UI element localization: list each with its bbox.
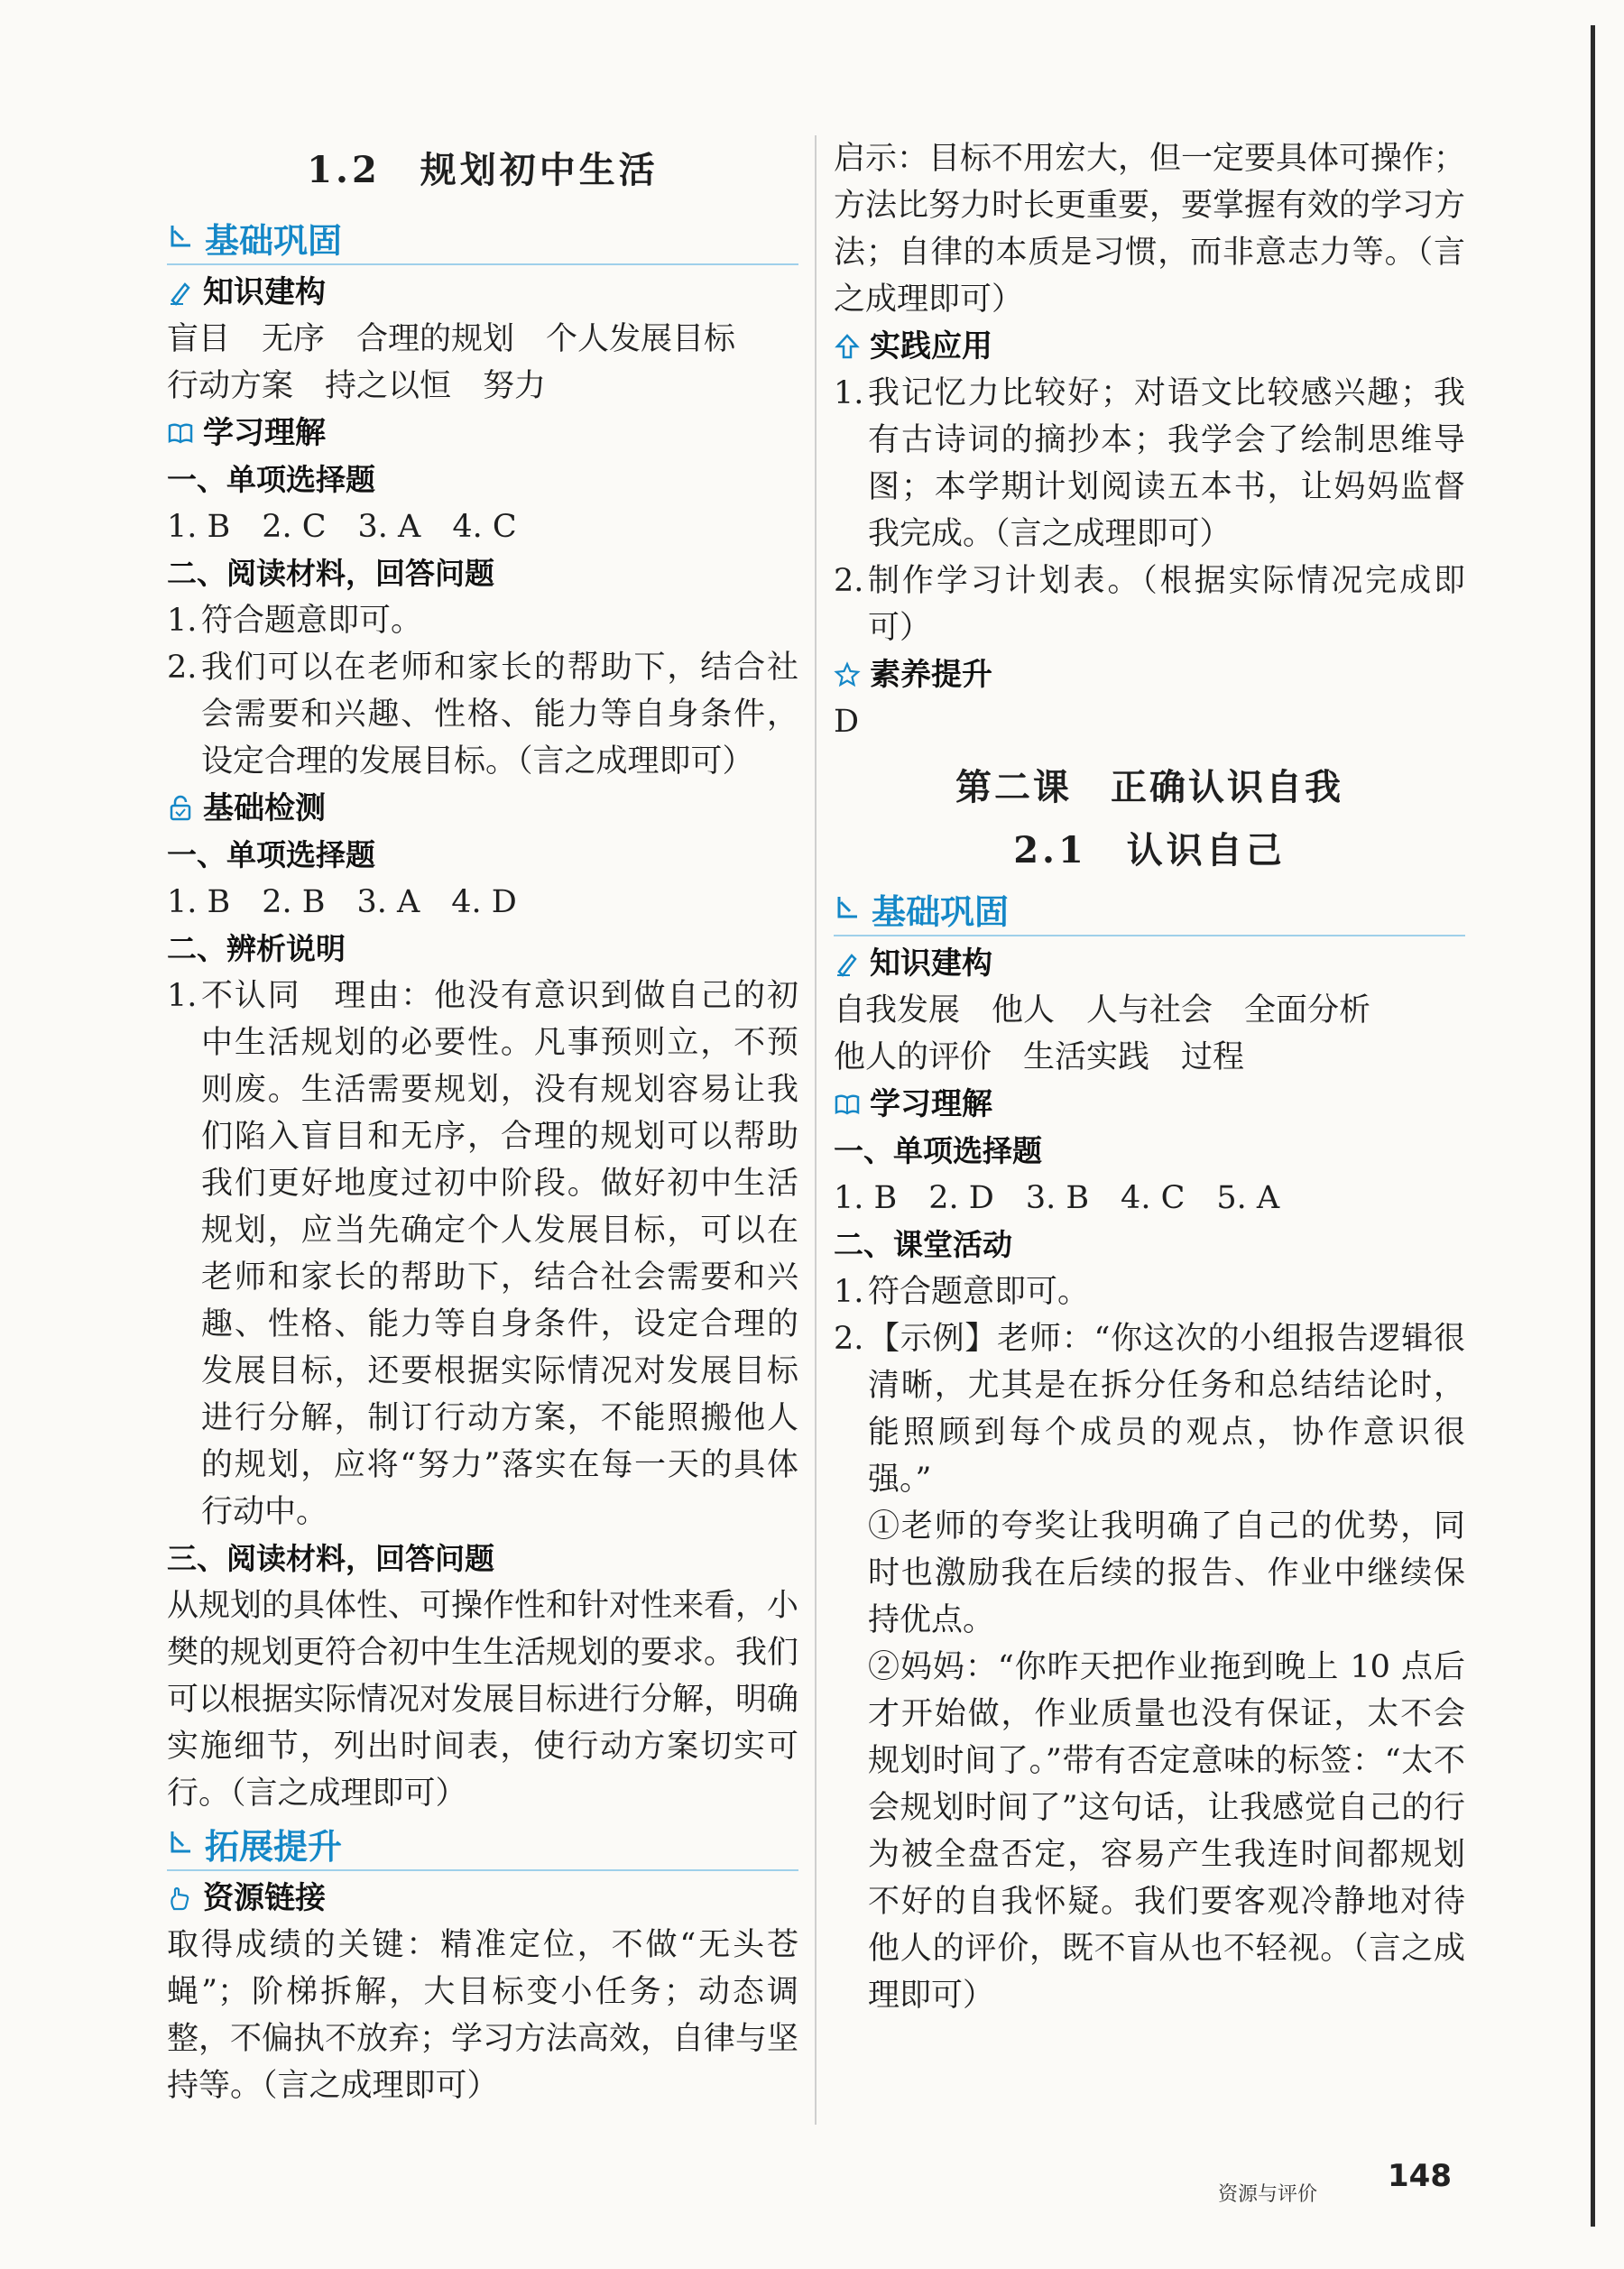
pencil-corner-icon (834, 893, 864, 924)
answer-item (167, 597, 798, 644)
question-heading: 一、单项选择题 (834, 1133, 1042, 1168)
band-basic-consolidation (167, 211, 798, 265)
item-text: 不认同 理由：他没有意识到做自己的初中生活规划的必要性。凡事预则立，不预则废。生活需要规划，没有规划容易让我们陷入盲目和无序，合理的规划可以帮助我们更好地度过初中阶段。做好初中生活规划，应当先确定个人发展目标，可以在老师和家长的帮助下，结合社会需要和兴趣、性格、能力等自身条件，设定合理的发展目标，还要根据实际情况对发展目标进行分解，制订行动方案，不能照搬他人的规划，应将“努力”落实在每一天的具体行动中。 (201, 978, 798, 1530)
question-heading: 三、阅读材料，回答问题 (167, 1541, 494, 1576)
page-number: 148 (1388, 2158, 1452, 2194)
subhead-text: 素养提升 (870, 657, 992, 693)
subhead-text: 实践应用 (870, 328, 992, 364)
item-number: 1. (834, 375, 864, 411)
example-paragraph: ②妈妈：“你昨天把作业拖到晚上 10 点后才开始做，作业质量也没有保证，太不会规划时间了。”带有否定意味的标签：“太不会规划时间了”这句话，让我感觉自己的行为被全盘否定，容易产生我连时间都规划不好的自我怀疑。我们要客观冷静地对待他人的评价，既不盲从也不轻视。（言之成理即可） (868, 1649, 1465, 2014)
answer-item (834, 370, 1465, 558)
band-extension (167, 1817, 798, 1871)
item-text: 制作学习计划表。（根据实际情况完成即可） (868, 563, 1465, 646)
subhead-understanding (167, 410, 798, 457)
lesson-title: 第二课 正确认识自我 (955, 766, 1343, 808)
open-book-icon (834, 1091, 861, 1118)
star-icon (834, 661, 861, 688)
answer-item (167, 973, 798, 1536)
subhead-literacy (834, 651, 1465, 698)
subhead-knowledge (167, 269, 798, 316)
subhead-basic-test (167, 785, 798, 832)
column-divider (815, 135, 817, 2125)
band-title: 拓展提升 (205, 1826, 343, 1867)
subhead-practice (834, 323, 1465, 370)
question-heading: 二、阅读材料，回答问题 (167, 556, 494, 591)
hand-icon (167, 1885, 194, 1912)
subhead-text: 基础检测 (203, 790, 326, 826)
answer-item (834, 1268, 1465, 1315)
answer-paragraph: 从规划的具体性、可操作性和针对性来看，小樊的规划更符合初中生生活规划的要求。我们可以根据实际情况对发展目标进行分解，明确实施细节，列出时间表，使行动方案切实可行。（言之成理即可） (167, 1588, 799, 1812)
item-text: 我记忆力比较好；对语文比较感兴趣；我有古诗词的摘抄本；我学会了绘制思维导图；本学期计划阅读五本书，让妈妈监督我完成。（言之成理即可） (868, 375, 1465, 552)
subhead-text: 学习理解 (203, 415, 326, 451)
lock-check-icon (167, 795, 194, 822)
question-heading: 二、课堂活动 (834, 1227, 1012, 1262)
band-title: 基础巩固 (872, 891, 1010, 932)
item-number: 2. (834, 563, 864, 599)
question-heading: 二、辨析说明 (167, 931, 346, 966)
knowledge-line: 他人的评价 生活实践 过程 (834, 1039, 1245, 1075)
subhead-text: 学习理解 (870, 1086, 992, 1122)
up-arrow-icon (834, 333, 861, 360)
band-basic-consolidation (834, 882, 1465, 936)
item-number: 2. (167, 650, 198, 686)
item-number: 1. (167, 603, 198, 639)
knowledge-line: 行动方案 持之以恒 努力 (167, 368, 547, 404)
subhead-resources (167, 1875, 798, 1922)
subhead-text: 知识建构 (203, 274, 326, 310)
item-number: 1. (167, 978, 198, 1014)
section-title: 1.2 规划初中生活 (307, 149, 659, 191)
pen-icon (167, 279, 194, 306)
subhead-knowledge (834, 940, 1465, 987)
question-heading: 一、单项选择题 (167, 837, 375, 872)
continued-paragraph: 启示：目标不用宏大，但一定要具体可操作；方法比努力时长更重要，要掌握有效的学习方法；自律的本质是习惯，而非意志力等。（言之成理即可） (834, 141, 1466, 318)
pen-icon (834, 950, 861, 977)
answer-paragraph: 取得成绩的关键：精准定位，不做“无头苍蝇”；阶梯拆解，大目标变小任务；动态调整，不偏执不放弃；学习方法高效，自律与坚持等。（言之成理即可） (167, 1927, 799, 2104)
subhead-understanding (834, 1081, 1465, 1128)
band-title: 基础巩固 (205, 220, 343, 261)
item-text: 符合题意即可。 (201, 603, 423, 639)
open-book-icon (167, 420, 194, 447)
question-heading: 一、单项选择题 (167, 462, 375, 497)
answer-line: D (834, 704, 860, 740)
page-edge-line (1591, 25, 1595, 2227)
pencil-corner-icon (167, 222, 198, 253)
knowledge-line: 自我发展 他人 人与社会 全面分析 (834, 992, 1371, 1028)
footer-label: 资源与评价 (1218, 2183, 1318, 2206)
example-paragraph: ①老师的夸奖让我明确了自己的优势，同时也激励我在后续的报告、作业中继续保持优点。 (868, 1508, 1465, 1638)
subhead-text: 知识建构 (870, 945, 992, 982)
answer-item (834, 558, 1465, 651)
answer-line: 1. B 2. B 3. A 4. D (167, 884, 517, 920)
item-text: 【示例】老师：“你这次的小组报告逻辑很清晰，尤其是在拆分任务和总结结论时，能照顾到每个成员的观点，协作意识很强。” (868, 1321, 1465, 1498)
item-text: 我们可以在老师和家长的帮助下，结合社会需要和兴趣、性格、能力等自身条件，设定合理的发展目标。（言之成理即可） (201, 650, 798, 779)
item-number: 1. (834, 1274, 864, 1310)
knowledge-line: 盲目 无序 合理的规划 个人发展目标 (167, 321, 736, 357)
answer-line: 1. B 2. D 3. B 4. C 5. A (834, 1180, 1280, 1216)
pencil-corner-icon (167, 1828, 198, 1859)
answer-item (834, 1315, 1465, 1503)
section-title: 2.1 认识自己 (1013, 829, 1286, 872)
left-column (167, 135, 798, 2109)
subhead-text: 资源链接 (203, 1880, 326, 1916)
item-number: 2. (834, 1321, 864, 1357)
right-column (834, 135, 1465, 2019)
answer-line: 1. B 2. C 3. A 4. C (167, 509, 517, 545)
item-text: 符合题意即可。 (868, 1274, 1090, 1310)
answer-item (167, 644, 798, 785)
